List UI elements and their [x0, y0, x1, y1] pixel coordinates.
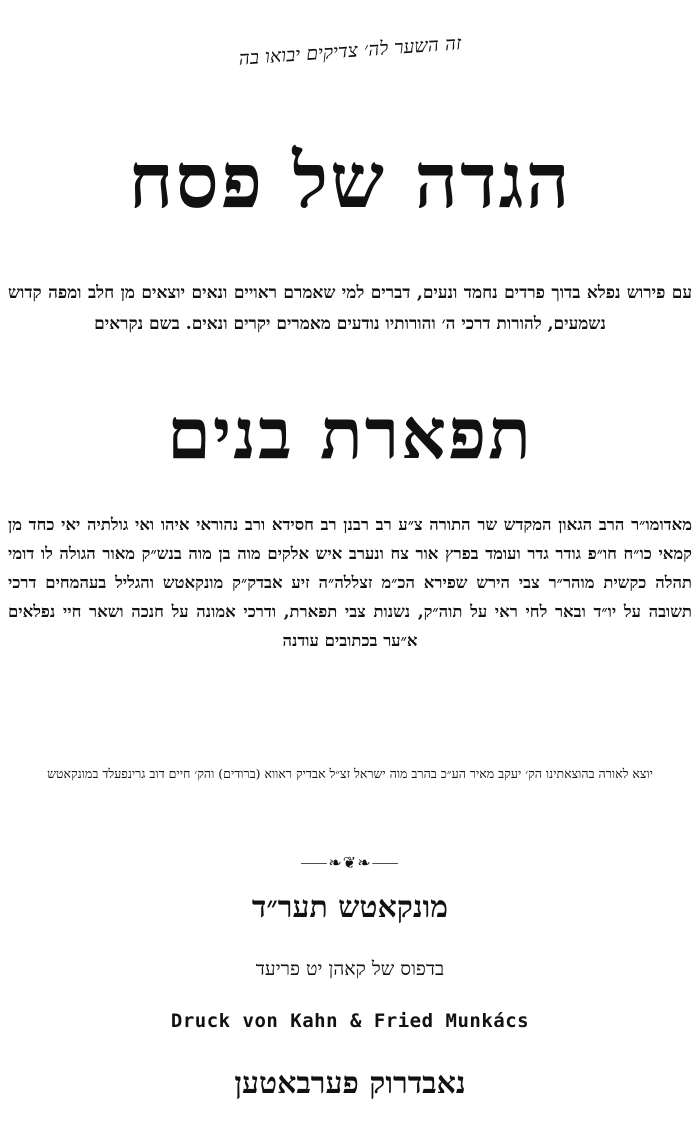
motto: זה השער לה׳ צדיקים יבואו בה: [237, 32, 462, 70]
book-subtitle: תפארת בנים: [167, 392, 533, 475]
intro-paragraph: עם פירוש נפלא בדוך פרדים נחמד ונעים, דברים למי שאמרם ראויים ונאים יוצאים מן חלב ומפה קדוש נשמעים, להורות דרכי ה׳ והורותיו נודעים מאמרים יקרים ונאים. בשם נקראים: [8, 283, 692, 334]
reprint-note: נאבדרוק פערבאטען: [234, 1066, 466, 1101]
printer-hebrew: בדפוס של קאהן יט פריעד: [255, 958, 445, 980]
author-paragraph: מאדומו״ר הרב הגאון המקדש שר התורה צ״ע רב רבנן רב חסידא ורב נהוראי איהו ואי גולתיה יאי כחד מן קמאי כו״ח חו״פ גודר גדר ועומד בפרץ אור צח ונערב איש אלקים מוה בן מוה בנש״ק מאור הגולה לו דומי תהלה כקשית מוהר״ר צבי הירש שפירא הכ״מ זצללה״ה זיע אבדק״ק מונקאטש והגליל בעהמחים דרכי תשובה על יו״ד ובאר לחי ראי על תוה״ק, נשנות צבי תפארת, ודרכי אמונה על חנכה ושאר חיי נפלאים א״ער בכתובים עודנה: [8, 515, 692, 650]
ornament-divider: ⸺❧❦❧⸺: [300, 853, 400, 872]
place-year: מונקאטש תער״ד: [251, 890, 449, 925]
printer-german: Druck von Kahn & Fried Munkács: [170, 1010, 530, 1032]
publisher-note: יוצא לאורה בהוצאתינו הק׳ יעקב מאיר הע״כ בהרב מוה ישראל זצ״ל אבדיק ראווא (ברודים) והק׳ חיים דוב גרינפעלד במונקאטש: [47, 766, 653, 781]
page-title: הגדה של פסח: [128, 136, 572, 225]
